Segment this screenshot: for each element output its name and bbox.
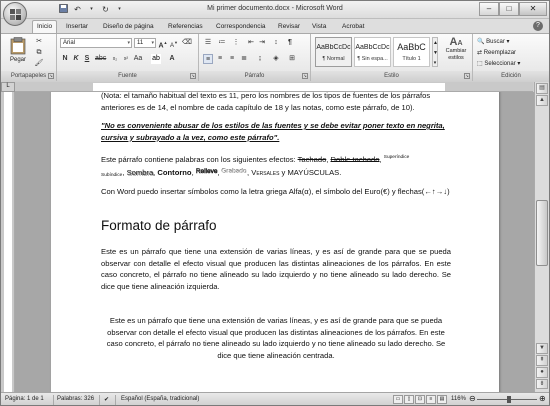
ribbon: [1, 33, 549, 81]
paste-label: Pegar: [9, 57, 26, 63]
group-editing: [473, 34, 549, 81]
effect-tachado: Tachado: [297, 155, 327, 164]
tab-vista[interactable]: Vista: [312, 23, 327, 30]
shading-icon[interactable]: ◈: [273, 55, 279, 62]
multilevel-list-icon[interactable]: ⋮: [232, 39, 240, 46]
title-bar: [1, 1, 549, 19]
shrink-font-icon[interactable]: A▼: [170, 40, 178, 49]
font-color-icon[interactable]: A: [169, 55, 175, 62]
effects-intro: Este párrafo contiene palabras con los siguientes efectos:: [101, 155, 298, 164]
editing-group-label: Edición: [473, 71, 549, 81]
minimize-button[interactable]: –: [479, 2, 499, 16]
font-name-value: Arial: [63, 40, 76, 46]
tab-insertar[interactable]: Insertar: [66, 23, 89, 30]
style-normal[interactable]: [315, 37, 352, 67]
ruler-toggle-icon[interactable]: ▤: [536, 83, 548, 94]
tab-revisar[interactable]: Revisar: [278, 23, 301, 30]
style-name: Título 1: [402, 56, 421, 62]
draft-view-icon[interactable]: ▤: [437, 395, 447, 404]
effect-contorno: Contorno: [157, 167, 192, 177]
change-styles-icon: AA: [449, 36, 463, 48]
format-painter-icon[interactable]: 🖌: [34, 60, 44, 67]
document-page[interactable]: [51, 92, 499, 392]
paragraph-effects[interactable]: Este párrafo contiene palabras con los siguientes efectos: Tachado, Doble tachado, $^{Superíndice}$ $_{Subíndice}$, Sombra, Contorno, Relieve, Grabado, Versales y MAYÚSCULAS.: [101, 155, 410, 178]
effect-doble-tachado: Doble tachado: [330, 155, 380, 164]
undo-icon[interactable]: ↶: [74, 5, 81, 14]
change-styles-label: Cambiar estilos: [445, 48, 467, 61]
font-launcher-icon[interactable]: ↘: [191, 73, 195, 78]
status-separator: [99, 395, 100, 405]
effect-sombra: Sombra: [126, 167, 154, 177]
superscript-icon[interactable]: x²: [123, 56, 129, 62]
browse-object-icon[interactable]: ●: [536, 367, 548, 378]
versales-initial: V: [251, 167, 257, 177]
effect-grabado: Grabado: [221, 167, 248, 175]
strikethrough-icon[interactable]: abc: [95, 55, 107, 62]
show-marks-icon[interactable]: ¶: [288, 39, 292, 46]
web-layout-icon[interactable]: ⊡: [415, 395, 425, 404]
previous-page-icon[interactable]: ⇞: [536, 355, 548, 366]
ribbon-tabs: [1, 19, 549, 33]
scrollbar-thumb[interactable]: [536, 200, 548, 266]
line-spacing-icon[interactable]: ↨: [258, 55, 262, 62]
effect-superindice: Superíndice: [383, 155, 410, 160]
chevron-down-icon: ▾: [151, 40, 154, 46]
group-paragraph: [199, 34, 311, 81]
undo-dropdown-icon[interactable]: ▾: [90, 6, 93, 12]
status-separator: [53, 395, 54, 405]
decrease-indent-icon[interactable]: ⇤: [248, 39, 254, 46]
ruler-paper: [93, 83, 445, 91]
spelling-icon[interactable]: ✔: [104, 397, 110, 403]
chevron-down-icon: ▾: [127, 40, 130, 46]
grow-font-icon[interactable]: A▲: [158, 40, 168, 50]
language-indicator[interactable]: Español (España, tradicional): [121, 396, 200, 402]
paragraph-group-label: Párrafo: [199, 71, 310, 81]
full-screen-reading-icon[interactable]: ▯: [404, 395, 414, 404]
select-label: Seleccionar: [484, 61, 516, 67]
window-controls: [479, 2, 547, 16]
tab-referencias[interactable]: Referencias: [168, 23, 203, 30]
tab-diseno-pagina[interactable]: Diseño de página: [103, 23, 154, 30]
align-right-icon[interactable]: ≡: [229, 55, 235, 62]
status-bar: [1, 392, 549, 406]
paragraph-note[interactable]: (Nota: el tamaño habitual del texto es 11, pero los nombres de los tipos de fuentes de los párrafos anteriores es de 14, el nombre de cada capítulo de 18 y las notas, como este párrafo, de 10).: [101, 92, 431, 112]
styles-launcher-icon[interactable]: ↘: [465, 73, 469, 78]
tab-inicio[interactable]: Inicio: [32, 20, 57, 33]
zoom-level[interactable]: 116%: [451, 396, 466, 402]
office-logo-icon: [10, 9, 21, 20]
numbering-icon[interactable]: ≔: [218, 39, 226, 46]
align-center-icon[interactable]: ≡: [217, 55, 223, 62]
change-styles-button[interactable]: [440, 36, 472, 70]
font-group-label: Fuente: [57, 71, 198, 81]
page-count[interactable]: Página: 1 de 1: [5, 396, 44, 402]
tab-selector-icon[interactable]: L: [1, 82, 15, 92]
font-size-value: 11: [137, 40, 144, 46]
group-styles: [311, 34, 473, 81]
status-separator: [115, 395, 116, 405]
find-icon: 🔍: [477, 39, 487, 45]
zoom-slider-thumb[interactable]: [507, 396, 511, 403]
close-button[interactable]: ✕: [519, 2, 547, 16]
heading-formato-parrafo[interactable]: Formato de párrafo: [101, 218, 217, 233]
justify-icon[interactable]: ≣: [241, 55, 247, 62]
versales-rest: ersales: [256, 167, 280, 177]
vertical-scrollbar[interactable]: [534, 82, 549, 392]
change-case-icon[interactable]: Aa: [133, 55, 143, 62]
zoom-in-icon[interactable]: ⊕: [539, 394, 546, 403]
bullets-icon[interactable]: ☰: [204, 39, 212, 46]
effect-mayusculas: MAYÚSCULAS.: [287, 167, 342, 177]
clipboard-icon: [10, 37, 26, 55]
paragraph-left-aligned[interactable]: Este es un párrafo que tiene una extensión de varias líneas, y es así de grande para que se pueda observar con detalle el efecto visual que producen las distintas alineaciones de los párrafos. En este caso concreto, el párrafo no tiene alineado su lado izquierdo y no tiene alineado su lado derecho. Se dice que tiene alineación izquierda.: [101, 247, 451, 292]
replace-label: Reemplazar: [483, 50, 517, 56]
next-page-icon[interactable]: ⇟: [536, 379, 548, 389]
print-layout-icon[interactable]: ▭: [393, 395, 403, 404]
clear-format-icon[interactable]: ⌫: [182, 39, 192, 46]
align-left-icon[interactable]: ≡: [203, 54, 213, 64]
paragraph-launcher-icon[interactable]: ↘: [303, 73, 307, 78]
scroll-down-icon[interactable]: ▼: [536, 343, 548, 354]
group-font: [57, 34, 199, 81]
paragraph-bold-italic-underline[interactable]: "No es conveniente abusar de los estilos de las fuentes y se debe evitar poner texto en negrita, cursiva y subrayado a la vez, como este párrafo".: [101, 121, 445, 142]
find-label: Buscar: [486, 39, 505, 45]
find-button[interactable]: 🔍 Buscar ▾: [477, 39, 510, 45]
borders-icon[interactable]: ⊞: [289, 55, 295, 62]
redo-icon[interactable]: ↻: [102, 5, 109, 14]
style-name: ¶ Normal: [322, 56, 345, 62]
tab-correspondencia[interactable]: Correspondencia: [216, 23, 266, 30]
cut-icon[interactable]: ✂: [36, 38, 42, 45]
effect-subindice: Subíndice: [101, 172, 123, 178]
paragraph-symbols[interactable]: Con Word puedo insertar símbolos como la letra griega Alfa(α), el símbolo del Euro(€) y flechas(←↑→↓): [101, 187, 450, 196]
underline-button[interactable]: S: [84, 55, 90, 62]
subscript-icon[interactable]: x₂: [112, 56, 118, 62]
maximize-button[interactable]: □: [499, 2, 519, 16]
effect-relieve: Relieve: [195, 167, 218, 175]
sort-icon[interactable]: ↕: [274, 39, 278, 46]
italic-button[interactable]: K: [73, 55, 79, 62]
style-name: ¶ Sin espa...: [357, 56, 388, 62]
font-name-combo[interactable]: [60, 38, 132, 48]
paragraph-centered[interactable]: Este es un párrafo que tiene una extensión de varias líneas, y es así de grande para que se pueda observar con detalle el efecto visual que producen las distintas alineaciones de los párrafos. En este caso concreto, el párrafo no tiene alineado su lado izquierdo y no tiene alineado su lado derecho. Se dice que tiene alineación centrada.: [106, 316, 446, 361]
highlight-icon[interactable]: ab: [152, 55, 160, 62]
style-sample: AaBbCcDc: [355, 44, 390, 51]
effects-and: y: [279, 167, 288, 177]
copy-icon[interactable]: ⧉: [36, 49, 42, 56]
office-button[interactable]: [3, 2, 27, 26]
document-area[interactable]: [15, 92, 534, 392]
horizontal-ruler[interactable]: [15, 82, 533, 92]
tab-acrobat[interactable]: Acrobat: [342, 23, 365, 30]
bold-button[interactable]: N: [62, 55, 68, 62]
increase-indent-icon[interactable]: ⇥: [259, 39, 265, 46]
help-icon[interactable]: ?: [533, 21, 543, 31]
zoom-out-icon[interactable]: ⊖: [469, 394, 476, 403]
outline-view-icon[interactable]: ≡: [426, 395, 436, 404]
vertical-ruler[interactable]: [1, 92, 15, 392]
clipboard-launcher-icon[interactable]: ↘: [49, 73, 53, 78]
select-icon: ⬚: [477, 61, 485, 67]
group-clipboard: [1, 34, 57, 81]
word-count[interactable]: Palabras: 326: [57, 396, 95, 402]
clipboard-group-label: Portapapeles: [1, 71, 56, 81]
effect-versales: [251, 168, 279, 177]
style-sample: AaBbCcDc: [316, 44, 351, 51]
style-sin-espaciado[interactable]: [354, 37, 391, 67]
style-titulo-1[interactable]: [393, 37, 430, 67]
ruler-paper: [4, 92, 12, 392]
replace-button[interactable]: [477, 48, 516, 58]
scroll-up-icon[interactable]: ▲: [536, 95, 548, 106]
style-sample: AaBbC: [397, 42, 426, 52]
window-title: Mi primer documento.docx - Microsoft Word: [207, 5, 343, 12]
select-button[interactable]: ⬚ Seleccionar ▾: [477, 61, 521, 67]
replace-icon: ⇄: [477, 50, 484, 56]
qat-customize-icon[interactable]: ▾: [118, 6, 121, 12]
styles-group-label: Estilo: [311, 71, 472, 81]
styles-scroll-icon[interactable]: ▲ ▼ ▾: [432, 37, 438, 67]
paste-button[interactable]: [7, 37, 29, 69]
font-size-combo[interactable]: [134, 38, 156, 48]
